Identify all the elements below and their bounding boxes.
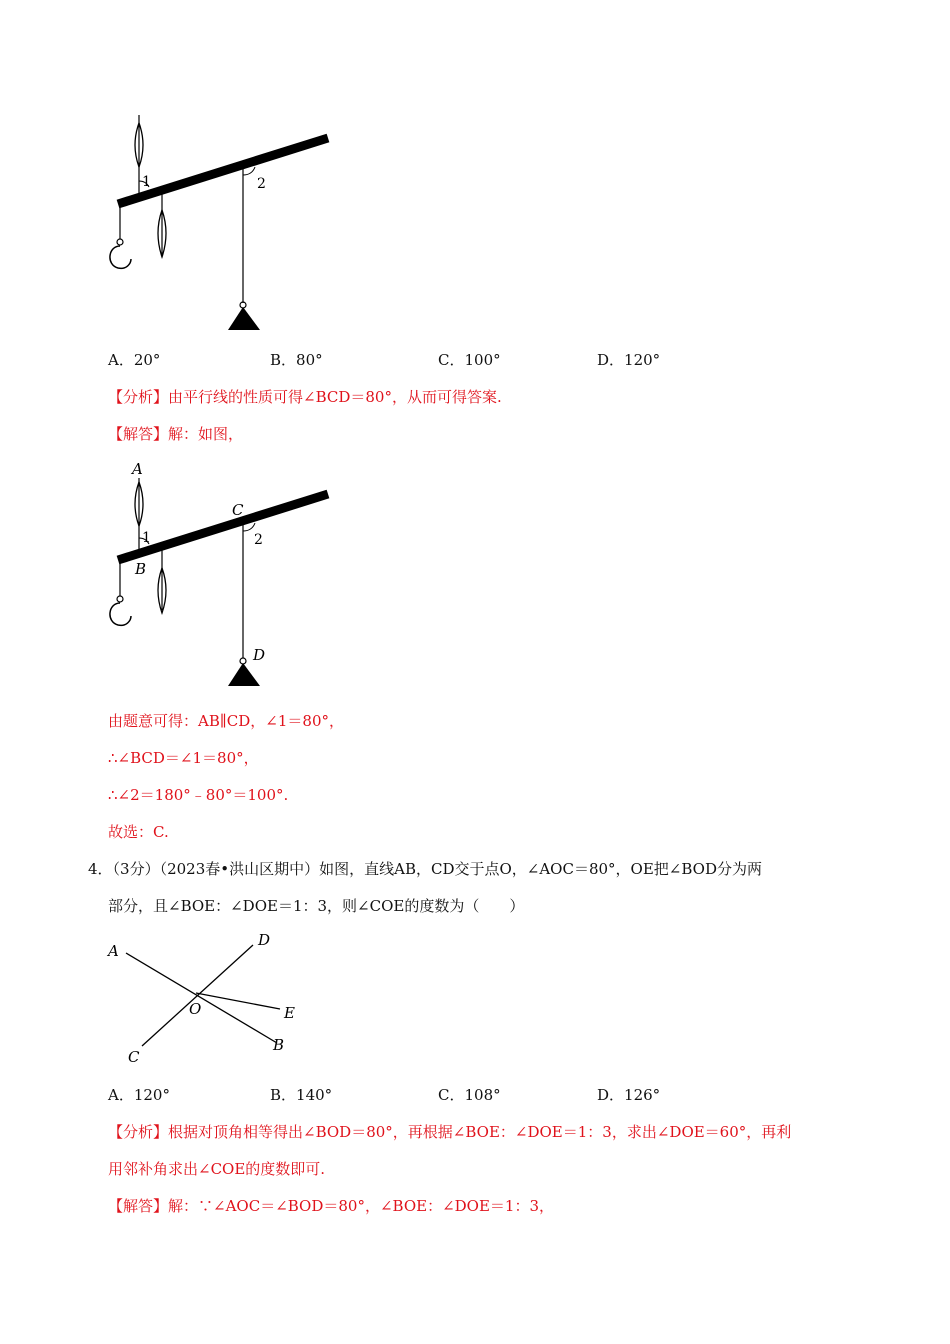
point-o-label: O <box>189 1000 202 1018</box>
option-a: A．120° <box>108 1086 170 1104</box>
answer-text: 解：如图， <box>168 425 244 443</box>
figure-intersecting-lines <box>100 928 320 1068</box>
answer-text: 解：∵∠AOC＝∠BOD＝80°，∠BOE：∠DOE＝1：3， <box>168 1197 555 1215</box>
option-a: A．20° <box>108 351 161 369</box>
q4-answer <box>108 1195 554 1216</box>
option-b: B．140° <box>270 1086 333 1104</box>
q4-question-line-2: 部分，且∠BOE：∠DOE＝1：3，则∠COE的度数为（ ） <box>108 897 525 915</box>
answer-tag: 【解答】 <box>108 1197 169 1215</box>
q3-answer-line-2: ∴∠BCD＝∠1＝80°， <box>108 749 259 767</box>
q3-answer-line-1: 由题意可得：AB∥CD，∠1＝80°， <box>108 712 344 730</box>
option-d: D．120° <box>597 351 661 369</box>
q4-analysis-line-2: 用邻补角求出∠COE的度数即可. <box>108 1160 326 1178</box>
option-b: B．80° <box>270 351 323 369</box>
angle-1-label: 1 <box>142 530 151 546</box>
point-b-label: B <box>135 560 147 578</box>
analysis-tag: 【分析】 <box>108 1123 169 1141</box>
angle-2-label: 2 <box>254 532 263 548</box>
option-c: C．108° <box>438 1086 501 1104</box>
q4-analysis-line-1 <box>108 1121 791 1142</box>
option-c: C．100° <box>438 351 501 369</box>
point-a-label: A <box>132 460 143 478</box>
q3-answer-line-4: 故选：C. <box>108 823 169 841</box>
point-c-label: C <box>232 501 244 519</box>
point-e-label: E <box>284 1004 295 1022</box>
point-d-label: D <box>258 931 271 949</box>
analysis-tag: 【分析】 <box>108 388 169 406</box>
analysis-text: 根据对顶角相等得出∠BOD＝80°，再根据∠BOE：∠DOE＝1：3，求出∠DOE＝60°，再利 <box>168 1123 792 1141</box>
point-d-label: D <box>253 646 266 664</box>
option-d: D．126° <box>597 1086 661 1104</box>
figure-balance-2 <box>100 458 340 693</box>
q4-question-line-1: 4．（3分）（2023春•洪山区期中）如图，直线AB，CD交于点O，∠AOC＝80°，OE把∠BOD分为两 <box>88 860 762 878</box>
figure-balance-1 <box>100 115 340 335</box>
angle-1-label: 1 <box>142 174 151 190</box>
answer-tag: 【解答】 <box>108 425 169 443</box>
point-a-label: A <box>108 942 119 960</box>
angle-2-label: 2 <box>257 176 266 192</box>
analysis-text: 由平行线的性质可得∠BCD＝80°，从而可得答案. <box>168 388 502 406</box>
point-b-label: B <box>273 1036 285 1054</box>
q3-analysis <box>108 386 502 407</box>
q3-answer-intro <box>108 423 243 444</box>
point-c-label: C <box>128 1048 140 1066</box>
q3-answer-line-3: ∴∠2＝180°﹣80°＝100°. <box>108 786 289 804</box>
